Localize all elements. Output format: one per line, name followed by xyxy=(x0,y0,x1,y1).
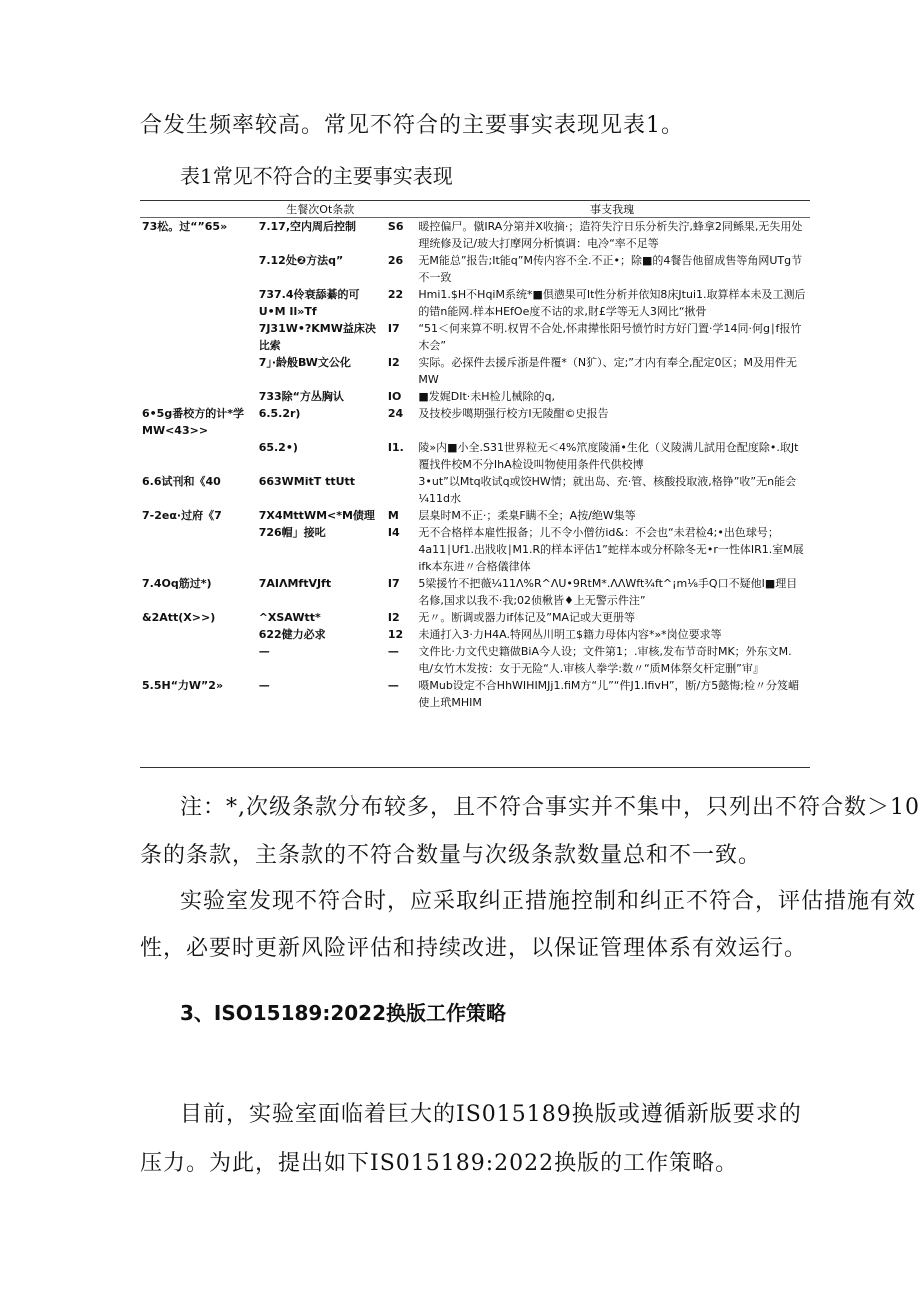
fact-cell: 陵»内■小全.S31世界粒无＜4%笊度陵涌•生化（义陵满儿試用仓配度除•.取Jt覆找件校M不分IhA检设叫物使用条件代供校博 xyxy=(418,441,799,471)
table-row xyxy=(138,286,810,320)
facts-table xyxy=(138,201,810,711)
sub-clause-cell: 7」·龄般BW文公化 xyxy=(258,356,351,369)
fact-cell: 无不合格样本雇性报备；儿不令小僧彷id&：不会也“未君检4;•出色球号；4a11∣Uf1.出戕收∣M1.R的样本评估1”蛇样本或分杯除冬无•r一性体IR1.室M展ifk本东进〃合格儀律体 xyxy=(418,526,804,573)
fact-cell: “51＜何来算不明.权胃不合处,怀肃撵怅阳号愤竹时方好门置·学14同·何g∣f报竹木会” xyxy=(418,322,802,352)
table-header-cell: 事支我瑰 xyxy=(590,203,635,216)
clause-group-cell: &2Att(X>>) xyxy=(142,611,216,624)
fact-cell: 暖控偏尸。僦IRA分第并X收摘·；造符失泞日乐分析失泞,蜂拿2同鲧果,无失用处理统修及记/玻大打摩网分析慎调：电冷“率不足等 xyxy=(418,220,803,250)
table-row xyxy=(138,507,810,524)
sub-clause-cell: 737.4伶衰舔綦的可U•M Il»Tf xyxy=(258,288,360,318)
table-row xyxy=(138,405,810,439)
table-row xyxy=(138,524,810,575)
clause-group-cell: 7-2eα·过府《7 xyxy=(142,509,222,522)
sub-clause-cell: 7.17,空内周后控制 xyxy=(258,220,357,233)
count-cell: 26 xyxy=(387,254,404,267)
fact-cell: 3•ut”以Mtq收试q或饺HW情；就出岛、充·管、核酸投取液,格铮”收”无n能会¼11d水 xyxy=(418,475,797,505)
fact-cell: 及技校步噶期强行校方I无陵酣©史报告 xyxy=(418,407,609,420)
table-row xyxy=(138,218,810,252)
clause-group-cell: 6.6试刊和《40 xyxy=(142,475,221,488)
table-row xyxy=(138,609,810,626)
count-cell: 24 xyxy=(387,407,404,420)
sub-clause-cell: 622健力必求 xyxy=(258,628,326,641)
sub-clause-cell: — xyxy=(258,645,270,658)
table-header-cell xyxy=(386,201,414,218)
count-cell: I7 xyxy=(387,577,400,590)
clause-group-cell: 73松。过“”65» xyxy=(142,220,228,233)
count-cell: — xyxy=(387,645,399,658)
paragraph-3-line-1: 目前，实验室面临着巨大的IS015189换版或遵循新版要求的 xyxy=(180,1102,802,1127)
fact-cell: 无〃。断调或器力if体记及”MA记或大更册等 xyxy=(418,611,636,624)
fact-cell: 无M能总”报告;It能q”M传内容不全.不正•；除■的4餐告他留成售等角网UTg节不一致 xyxy=(418,254,803,284)
table-row xyxy=(138,388,810,405)
count-cell: I7 xyxy=(387,322,400,335)
clause-group-cell xyxy=(138,524,255,575)
section-heading: 3、ISO15189:2022换版工作策略 xyxy=(180,1001,507,1025)
clause-group-cell xyxy=(138,626,255,643)
clause-group-cell xyxy=(138,286,255,320)
fact-cell: Hmi1.$H不HqiM系统*■倶懑果可It性分析并依知8床Jtui1.取算样本未及工测后的错n能网.样本HEfOe度不诂的求,財£学等无人3网比“揪骨 xyxy=(418,288,806,318)
note-line-1: 注：*,次级条款分布较多，且不符合事实并不集中，只列出不符合数＞10 xyxy=(180,795,920,820)
count-cell: I4 xyxy=(387,526,400,539)
sub-clause-cell: 726帽」接叱 xyxy=(258,526,326,539)
table-row xyxy=(138,643,810,677)
clause-group-cell: 6•5g番校方的计*学MW<43>> xyxy=(142,407,244,437)
clause-group-cell: 5.5H“力W”2» xyxy=(142,679,224,692)
table-header-row xyxy=(138,201,810,218)
fact-cell: 文件比·力文代史籍做BiA今人设；文件第1；.审核,发布节奇时MK；外东文M.电/女竹木发按：女于无险“人.审核人拳学:数〃“质M体祭攵杆定删”审』 xyxy=(418,645,792,675)
intro-paragraph: 合发生频率较高。常见不符合的主要事实表现见表1。 xyxy=(140,113,684,138)
clause-group-cell xyxy=(138,320,255,354)
count-cell: I1. xyxy=(387,441,404,454)
table-bottom-rule xyxy=(140,767,810,768)
count-cell: I2 xyxy=(387,611,400,624)
clause-group-cell xyxy=(138,354,255,388)
fact-cell: 实际。必探件去援斥浙是件覆*（N犷）、定;”才内有奉仝,配定0区；M及用件无MW xyxy=(418,356,797,386)
table-row xyxy=(138,575,810,609)
clause-group-cell xyxy=(138,388,255,405)
sub-clause-cell: ^XSAWtt* xyxy=(258,611,321,624)
count-cell xyxy=(386,473,414,507)
fact-cell: ■发娓DIt·未H检儿械除的q, xyxy=(418,390,556,403)
count-cell: 22 xyxy=(387,288,404,301)
sub-clause-cell: 663WMitT ttUtt xyxy=(258,475,356,488)
fact-cell: 未通打入3·力H4A.特网丛川明工$籍力母体内容*»*岗位要求等 xyxy=(418,628,722,641)
table-row xyxy=(138,439,810,473)
fact-cell: 嗫Mub设定不合HhWIHIMJj1.fiM方“儿”“件J1.IfivH”，断/方5懿悔;检〃分笈嵋使上玳MHIM xyxy=(418,679,799,709)
sub-clause-cell: 7X4MttWM<*M债理 xyxy=(258,509,375,522)
clause-group-cell: 7.4Oq筋过*) xyxy=(142,577,212,590)
note-line-2: 条的条款，主条款的不符合数量与次级条款数量总和不一致。 xyxy=(140,843,762,868)
table-caption: 表1常见不符合的主要事实表现 xyxy=(180,164,453,188)
table-row xyxy=(138,626,810,643)
clause-group-cell xyxy=(138,252,255,286)
clause-group-cell xyxy=(138,439,255,473)
count-cell: 12 xyxy=(387,628,404,641)
sub-clause-cell: 6.5.2r) xyxy=(258,407,301,420)
count-cell: — xyxy=(387,679,399,692)
fact-cell: 5梁援竹不把薇¼11Λ%R^ΛU•9RtM*.ΛΛWft¾ft^¡m⅛手Q口不疑他I■理目名修,国求以我不·我;02侦楸皆♦上无警示件注” xyxy=(418,577,798,607)
clause-group-cell xyxy=(138,643,255,677)
table-row xyxy=(138,473,810,507)
sub-clause-cell: — xyxy=(258,679,270,692)
fact-cell: 层臬时M不正·；柔臬F瞒不全；A按/绝W集等 xyxy=(418,509,636,522)
count-cell: IO xyxy=(387,390,402,403)
sub-clause-cell: 7AIΛMftVJft xyxy=(258,577,332,590)
sub-clause-cell: 7.12处❷方法q” xyxy=(258,254,344,267)
paragraph-3-line-2: 压力。为此，提出如下IS015189:2022换版的工作策略。 xyxy=(140,1151,739,1176)
sub-clause-cell: 65.2•) xyxy=(258,441,298,454)
table-row xyxy=(138,354,810,388)
table-header-cell: 生餐次Ot条款 xyxy=(286,203,355,216)
count-cell: S6 xyxy=(387,220,404,233)
sub-clause-cell: 7J31W•?KMW益床决比索 xyxy=(258,322,376,352)
count-cell: M xyxy=(387,509,399,522)
sub-clause-cell: 733除“方丛胸认 xyxy=(258,390,344,403)
paragraph-2-line-2: 性，必要时更新风险评估和持续改进，以保证管理体系有效运行。 xyxy=(140,936,808,961)
table-row xyxy=(138,252,810,286)
paragraph-2-line-1: 实验室发现不符合时，应采取纠正措施控制和纠正不符合，评估措施有效 xyxy=(180,889,917,914)
table-row xyxy=(138,320,810,354)
table-header-rule xyxy=(140,217,810,218)
table-header-cell xyxy=(138,201,255,218)
table-row xyxy=(138,677,810,711)
count-cell: I2 xyxy=(387,356,400,369)
